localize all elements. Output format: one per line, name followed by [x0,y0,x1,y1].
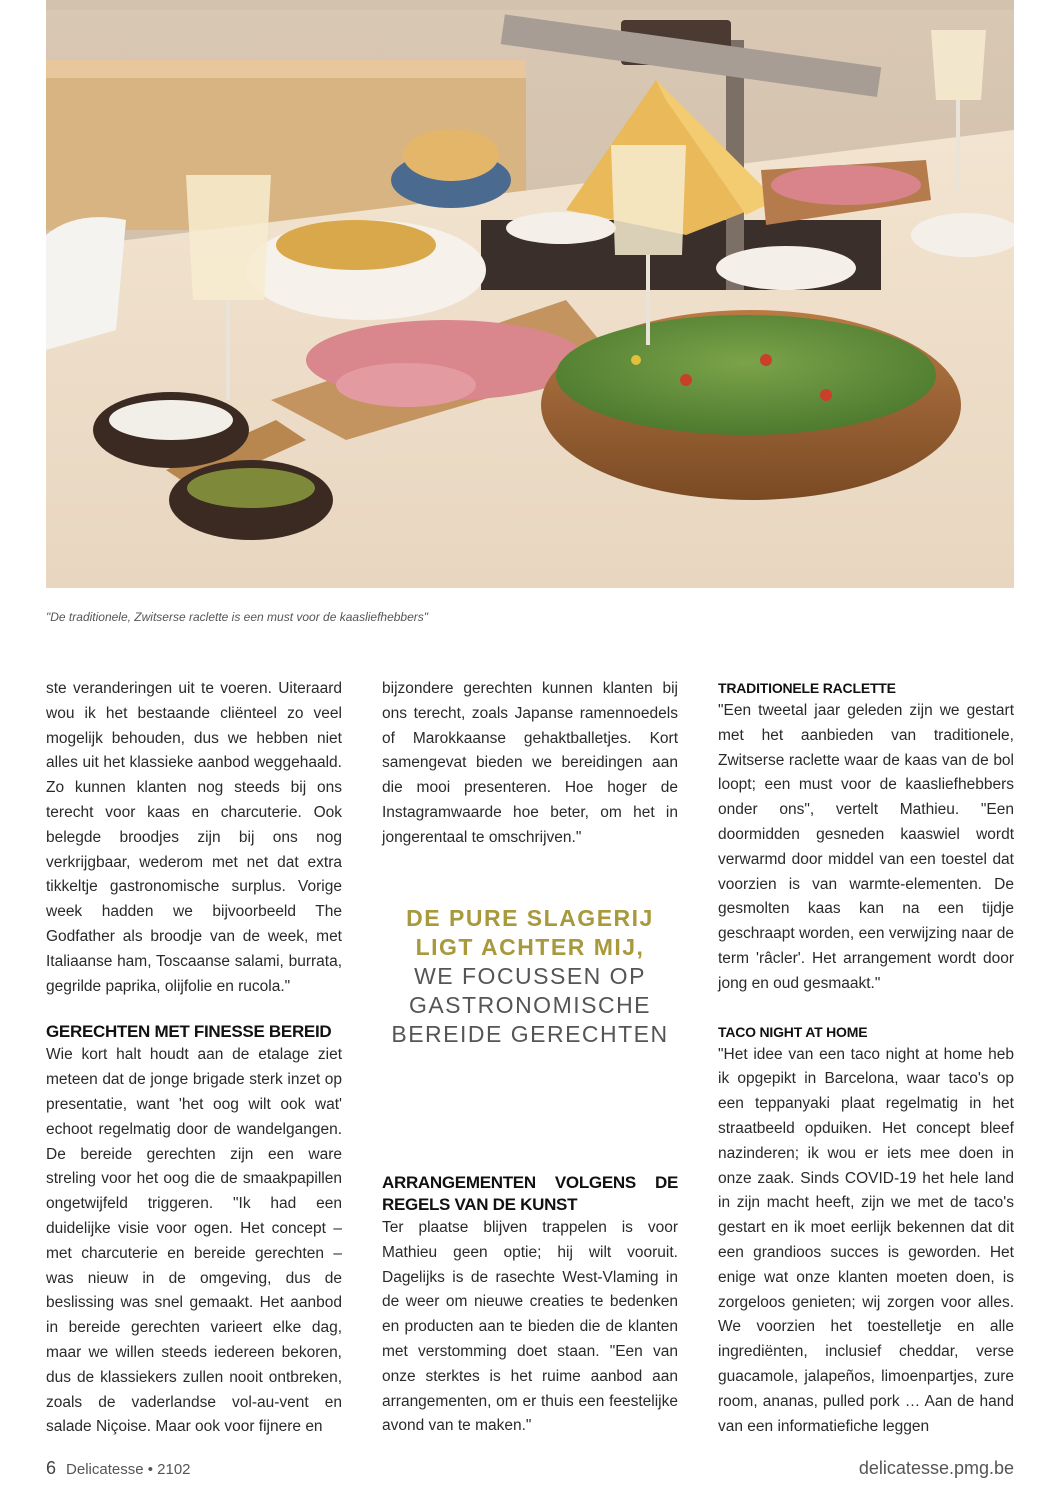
column-2 [382,677,678,851]
raclette-table-illustration [46,0,1014,588]
column-3 [718,677,1014,1439]
column-2-lower [382,1172,678,1439]
page-number: 6 [46,1458,57,1478]
quote-highlight-line-1: DE PURE SLAGERIJ [406,905,654,931]
col3-paragraph-2: "Het idee van een taco night at home heb ik opgepikt in Barcelona, waar taco's op een teppanyaki plaat regelmatig in het straatbeeld opduiken. Het concept bleef nazinderen; ik wou er iets mee doen in onze zaak. Sinds COVID-19 het hele land in zijn macht heeft, zijn we met de taco's gestart en ik moet eerlijk bekennen dat dit een grandioos succes is geworden. Het enige wat onze klanten moeten doen, is zorgeloos genieten; wij zorgen voor alles. We voorzien het toestelletje en alle ingrediënten, inclusief cheddar, verse guacamole, jalapeños, limoenpartjes, zure room, ananas, pulled pork … Aan de hand van een informatiefiche leggen [718,1045,1014,1435]
col3-paragraph-1: "Een tweetal jaar geleden zijn we gestart met het aanbieden van traditionele, Zwitserse raclette waar de kaas van de bol loopt; een must voor de kaasliefhebbers onder ons", vertelt Mathieu. "Een doormidden gesneden kaaswiel wordt verwarmd door middel van een toestel dat voorzien is van warmte-elementen. De gesmolten kaas kan na een tijdje geschraapt worden, een verwijzing naar de term 'râcler'. Het arrangement wordt door jong en oud gesmaakt." [718,702,1014,992]
quote-line-3: WE FOCUSSEN OP [414,963,646,989]
hero-photo [46,0,1014,588]
photo-caption: "De traditionele, Zwitserse raclette is een must voor de kaasliefhebbers" [46,610,429,624]
heading-gerechten: GERECHTEN MET FINESSE BEREID [46,1022,332,1042]
heading-arrangementen: ARRANGEMENTEN VOLGENS DE REGELS VAN DE KUNST [382,1173,678,1214]
col2-paragraph-1: bijzondere gerechten kunnen klanten bij ons terecht, zoals Japanse ramennoedels of Marokkaanse gehaktballetjes. Kort samengevat bieden we bereidingen aan die mooi presenteren. Hoe hoger de Instagramwaarde hoe beter, om het in jongerentaal te omschrijven." [382,680,678,846]
footer-url[interactable]: delicatesse.pmg.be [858,1458,1014,1478]
quote-line-4: GASTRONOMISCHE [408,992,652,1018]
issue-label: Delicatesse • 2102 [66,1461,191,1478]
quote-line-5: BEREIDE GERECHTEN [391,1021,669,1047]
col1-paragraph-1: ste veranderingen uit te voeren. Uiteraard wou ik het bestaande cliënteel zo veel mogelijk behouden, dus we hebben niet alles uit het klassieke aanbod weggehaald. Zo kunnen klanten nog steeds bij ons terecht voor kaas en charcuterie. Ook belegde broodjes zijn bij ons nog verkrijgbaar, wederom met net dat extra tikkeltje gastronomische surplus. Vorige week hadden we bijvoorbeeld The Godfather als broodje van de week, met Italiaanse ham, Toscaanse salami, burrata, gegrilde paprika, olijfolie en rucola." [46,680,342,995]
footer-issue [46,1458,191,1479]
quote-highlight-line-2: LIGT ACHTER MIJ, [415,934,645,960]
heading-taco: TACO NIGHT AT HOME [718,1023,868,1040]
heading-raclette: TRADITIONELE RACLETTE [718,680,896,696]
pull-quote [382,904,678,1049]
col1-paragraph-2: Wie kort halt houdt aan de etalage ziet meteen dat de jonge brigade sterk inzet op presentatie, want 'het oog wilt ook wat' echoot regelmatig door de wandelgangen. De bereide gerechten zijn een ware streling voor het oog die de smaakpapillen ongetwijfeld triggeren. "Ik had een duidelijke visie voor ogen. Het concept – met charcuterie en bereide gerechten – was nieuw in de omgeving, dus de beslissing was snel gemaakt. Het aanbod in bereide gerechten varieert elke dag, maar we willen steeds iedereen bekoren, dus de klassiekers zullen nooit ontbreken, zoals de vaderlandse vol-au-vent en salade Niçoise. Maar ook voor fijnere en [46,1046,342,1436]
column-1 [46,677,342,1440]
col2-paragraph-2: Ter plaatse blijven trappelen is voor Mathieu geen optie; hij wilt vooruit. Dagelijks is de rasechte West-Vlaming in de weer om nieuwe creaties te bedenken en producten aan te bieden die de klanten met verstomming doet staan. "Een van onze sterktes is het ruime aanbod aan arrangementen, om er thuis een feestelijke avond van te maken." [382,1219,678,1435]
